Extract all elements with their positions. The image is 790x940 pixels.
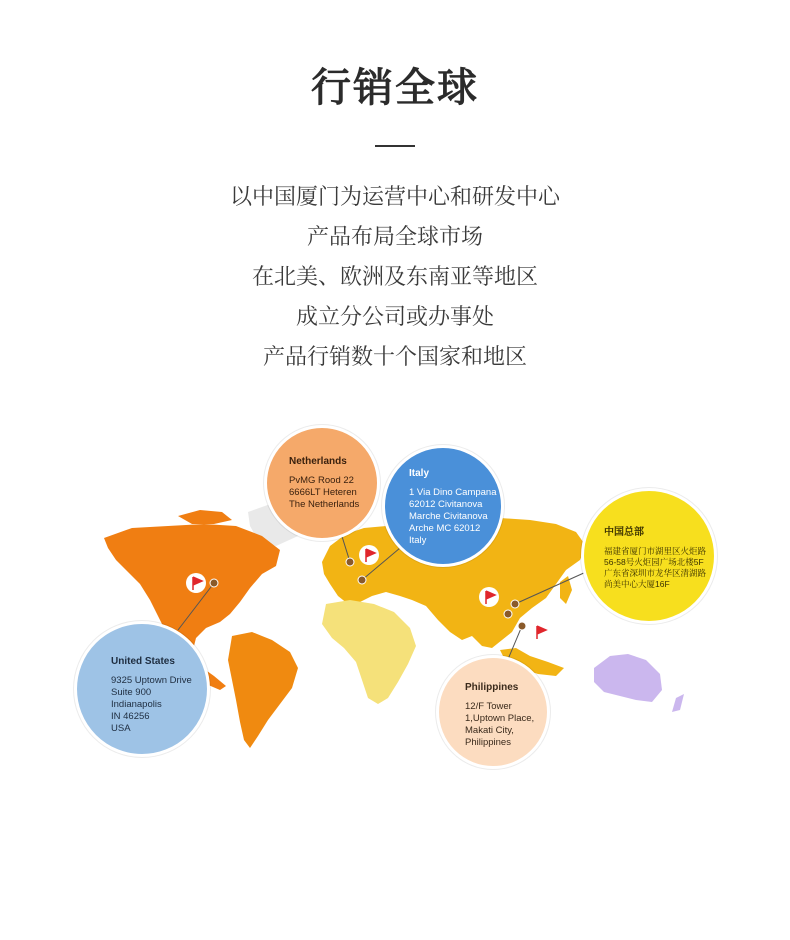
office-address-line: Italy xyxy=(409,535,427,546)
flag-icon-philippines xyxy=(530,622,550,642)
office-address-line: 12/F Tower xyxy=(465,701,512,712)
office-address-line: 尚美中心大厦16F xyxy=(604,579,670,589)
office-address-line: 9325 Uptown Drive xyxy=(111,675,192,686)
office-address-line: IN 46256 xyxy=(111,711,150,722)
office-address-line: Philippines xyxy=(465,737,511,748)
office-bubble-united-states xyxy=(74,621,210,757)
office-address-line: 1,Uptown Place, xyxy=(465,713,535,724)
office-name: Philippines xyxy=(465,682,519,693)
office-bubble-philippines xyxy=(436,655,550,769)
australia-shape xyxy=(594,654,662,702)
office-address-line: The Netherlands xyxy=(289,499,360,510)
office-name: Italy xyxy=(409,468,430,479)
location-dot-us xyxy=(210,579,218,587)
office-address-line: 6666LT Heteren xyxy=(289,487,357,498)
flag-icon-us xyxy=(186,573,206,593)
office-address-line: Suite 900 xyxy=(111,687,152,698)
office-address-line: 广东省深圳市龙华区清湖路 xyxy=(604,568,707,578)
flag-icon-china xyxy=(479,587,499,607)
office-name: United States xyxy=(111,656,175,667)
location-dot-cn2 xyxy=(504,610,512,618)
office-bubble-netherlands xyxy=(264,425,380,541)
office-address-line: 62012 Civitanova xyxy=(409,499,483,510)
office-address-line: Makati City, xyxy=(465,725,514,736)
location-dot-nl xyxy=(346,558,354,566)
office-address-line: Indianapolis xyxy=(111,699,162,710)
intro-line: 产品布局全球市场 xyxy=(306,225,483,250)
south-america-shape xyxy=(228,632,298,748)
office-address-line: PvMG Rood 22 xyxy=(289,475,354,486)
location-dot-ph xyxy=(518,622,526,630)
intro-line: 在北美、欧洲及东南亚等地区 xyxy=(251,265,538,290)
location-dot-cn xyxy=(511,600,519,608)
japan-shape xyxy=(560,576,572,604)
arctic-islands-shape xyxy=(178,510,232,524)
office-address-line: Marche Civitanova xyxy=(409,511,488,522)
flag-icon-europe xyxy=(359,545,379,565)
intro-text xyxy=(0,178,790,378)
title-divider xyxy=(375,145,415,147)
office-address-line: 56-58号火炬园广场北楼5F xyxy=(604,557,704,567)
new-zealand-shape xyxy=(672,694,684,712)
office-name: 中国总部 xyxy=(604,527,644,538)
office-bubble-china xyxy=(581,488,717,624)
location-dot-it xyxy=(358,576,366,584)
intro-line: 产品行销数十个国家和地区 xyxy=(262,345,527,370)
intro-line: 以中国厦门为运营中心和研发中心 xyxy=(229,185,560,210)
office-bubble-italy xyxy=(382,445,504,567)
office-address-line: 1 Via Dino Campana xyxy=(409,487,497,498)
intro-line: 成立分公司或办事处 xyxy=(295,305,494,330)
office-name: Netherlands xyxy=(289,456,347,467)
africa-shape xyxy=(322,600,416,704)
page-title: 行销全球 xyxy=(311,65,479,111)
office-address-line: Arche MC 62012 xyxy=(409,523,481,534)
office-address-line: 福建省厦门市湖里区火炬路 xyxy=(604,546,707,556)
office-address-line: USA xyxy=(111,723,131,734)
